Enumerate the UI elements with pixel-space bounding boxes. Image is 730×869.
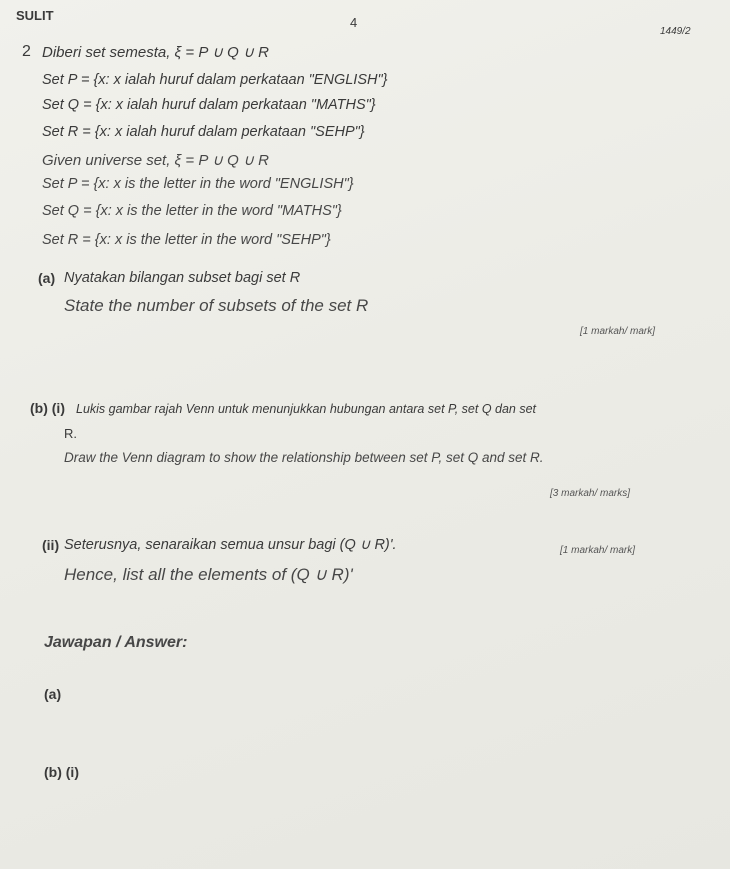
part-b2-ms: Seterusnya, senaraikan semua unsur bagi (Q ∪ R)'. <box>64 537 397 553</box>
part-b1-en: Draw the Venn diagram to show the relationship between set P, set Q and set R. <box>64 450 544 465</box>
part-b2-marks: [1 markah/ mark] <box>560 545 636 556</box>
set-p-ms: Set P = {x: x ialah huruf dalam perkataan "ENGLISH"} <box>42 72 388 88</box>
part-b2-label: (ii) <box>42 537 60 553</box>
set-r-ms: Set R = {x: x ialah huruf dalam perkataan "SEHP"} <box>42 124 365 140</box>
paper-code: 1449/2 <box>660 26 691 37</box>
part-b1-ms-line2: R. <box>64 426 77 441</box>
answer-heading: Jawapan / Answer: <box>44 634 188 651</box>
question-intro-ms: Diberi set semesta, ξ = P ∪ Q ∪ R <box>42 44 269 61</box>
part-b1-ms-line1: Lukis gambar rajah Venn untuk menunjukkan hubungan antara set P, set Q dan set <box>76 402 537 416</box>
part-b1-label: (b) (i) <box>30 400 65 416</box>
answer-b-label: (b) (i) <box>44 764 79 780</box>
answer-a-label: (a) <box>44 686 62 702</box>
header-label: SULIT <box>16 8 54 23</box>
part-a-label: (a) <box>38 270 56 286</box>
part-a-ms: Nyatakan bilangan subset bagi set R <box>64 270 301 286</box>
set-r-en: Set R = {x: x is the letter in the word "SEHP"} <box>42 232 331 248</box>
question-intro-en: Given universe set, ξ = P ∪ Q ∪ R <box>42 152 269 169</box>
set-p-en: Set P = {x: x is the letter in the word "ENGLISH"} <box>42 176 354 192</box>
set-q-en: Set Q = {x: x is the letter in the word "MATHS"} <box>42 203 342 219</box>
part-a-marks: [1 markah/ mark] <box>580 326 656 337</box>
question-number: 2 <box>22 43 31 60</box>
part-b2-en: Hence, list all the elements of (Q ∪ R)' <box>64 565 353 584</box>
part-b1-marks: [3 markah/ marks] <box>550 488 631 499</box>
part-a-en: State the number of subsets of the set R <box>64 296 369 315</box>
page-number: 4 <box>350 15 358 30</box>
set-q-ms: Set Q = {x: x ialah huruf dalam perkataan "MATHS"} <box>42 97 376 113</box>
